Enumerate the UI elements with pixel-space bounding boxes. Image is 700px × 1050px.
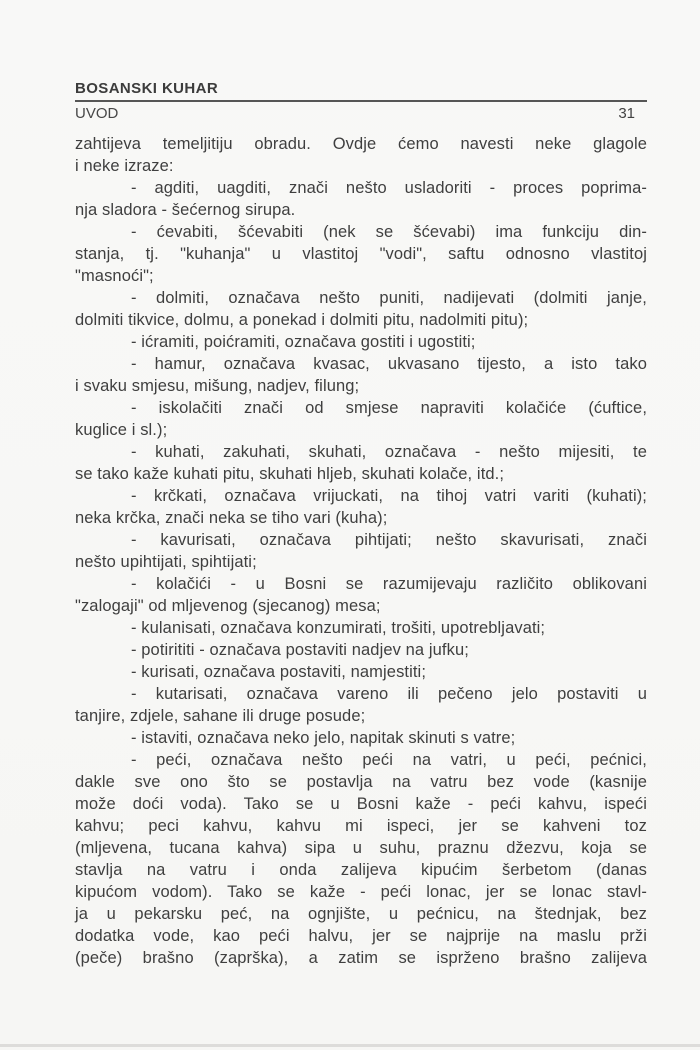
text-block [75,133,647,969]
text-line: - iskolačiti znači od smjese napraviti kolačiće (ćuftice, [131,399,647,417]
text-line: stanja, tj. "kuhanja" u vlastitoj "vodi", saftu odnosno vlastitoj [75,245,647,263]
page-header [75,80,647,122]
text-line: (peče) brašno (zaprška), a zatim se isprženo brašno zalijeva [75,949,647,967]
text-line: stavlja na vatru i onda zalijeva kipućim šerbetom (danas [75,861,647,879]
page-number: 31 [618,105,635,122]
text-line: neka krčka, znači neka se tiho vari (kuha); [75,509,388,527]
text-line: - ćevabiti, šćevabiti (nek se šćevabi) ima funkciju din- [131,223,647,241]
book-title: BOSANSKI KUHAR [75,80,219,97]
text-line: nja sladora - šećernog sirupa. [75,201,296,219]
text-line: može doći voda). Tako se u Bosni kaže - peći kahvu, ispeći [75,795,647,813]
text-line: - hamur, označava kvasac, ukvasano tijesto, a isto tako [131,355,647,373]
text-line: - kurisati, označava postaviti, namjestiti; [131,663,426,681]
text-line: - agditi, uagditi, znači nešto usladoriti - proces poprima- [131,179,647,197]
text-line: dolmiti tikvice, dolmu, a ponekad i dolmiti pitu, nadolmiti pitu); [75,311,529,329]
text-line: - peći, označava nešto peći na vatri, u peći, pećnici, [131,751,647,769]
text-line: kahvu; peci kahvu, kahvu mi ispeci, jer se kahveni toz [75,817,647,835]
section-title: UVOD [75,105,119,122]
text-line: - ićramiti, poićramiti, označava gostiti i ugostiti; [131,333,476,351]
text-line: - potirititi - označava postaviti nadjev na jufku; [131,641,469,659]
text-line: se tako kaže kuhati pitu, skuhati hljeb, skuhati kolače, itd.; [75,465,505,483]
text-line: i svaku smjesu, mišung, nadjev, filung; [75,377,360,395]
text-line: (mljevena, tucana kahva) sipa u suhu, praznu džezvu, koja se [75,839,647,857]
text-line: - kutarisati, označava vareno ili pečeno jelo postaviti u [131,685,647,703]
text-line: dodatka vode, kao peći halvu, jer se najprije na maslu prži [75,927,647,945]
text-line: ja u pekarsku peć, na ognjište, u pećnicu, na štednjak, bez [75,905,647,923]
text-line: - kolačići - u Bosni se razumijevaju različito oblikovani [131,575,647,593]
text-line: - krčkati, označava vrijuckati, na tihoj vatri variti (kuhati); [131,487,647,505]
text-line: - dolmiti, označava nešto puniti, nadijevati (dolmiti janje, [131,289,647,307]
text-line: - kuhati, zakuhati, skuhati, označava - nešto mijesiti, te [131,443,647,461]
text-line: nešto upihtijati, spihtijati; [75,553,257,571]
text-line: - kavurisati, označava pihtijati; nešto skavurisati, znači [131,531,647,549]
text-line: "zalogaji" od mljevenog (sjecanog) mesa; [75,597,381,615]
text-line: tanjire, zdjele, sahane ili druge posude; [75,707,366,725]
text-line: - istaviti, označava neko jelo, napitak skinuti s vatre; [131,729,516,747]
text-line: kuglice i sl.); [75,421,168,439]
text-line: - kulanisati, označava konzumirati, trošiti, upotrebljavati; [131,619,546,637]
header-rule [75,100,647,102]
text-line: i neke izraze: [75,157,174,175]
text-line: dakle sve ono što se postavlja na vatru bez vode (kasnije [75,773,647,791]
text-line: "masnoći"; [75,267,154,285]
text-line: zahtijeva temeljitiju obradu. Ovdje ćemo navesti neke glagole [75,135,647,153]
running-head-row [75,105,647,122]
text-line: kipućom vodom). Tako se kaže - peći lonac, jer se lonac stavl- [75,883,647,901]
page-bottom-edge [0,1044,700,1047]
